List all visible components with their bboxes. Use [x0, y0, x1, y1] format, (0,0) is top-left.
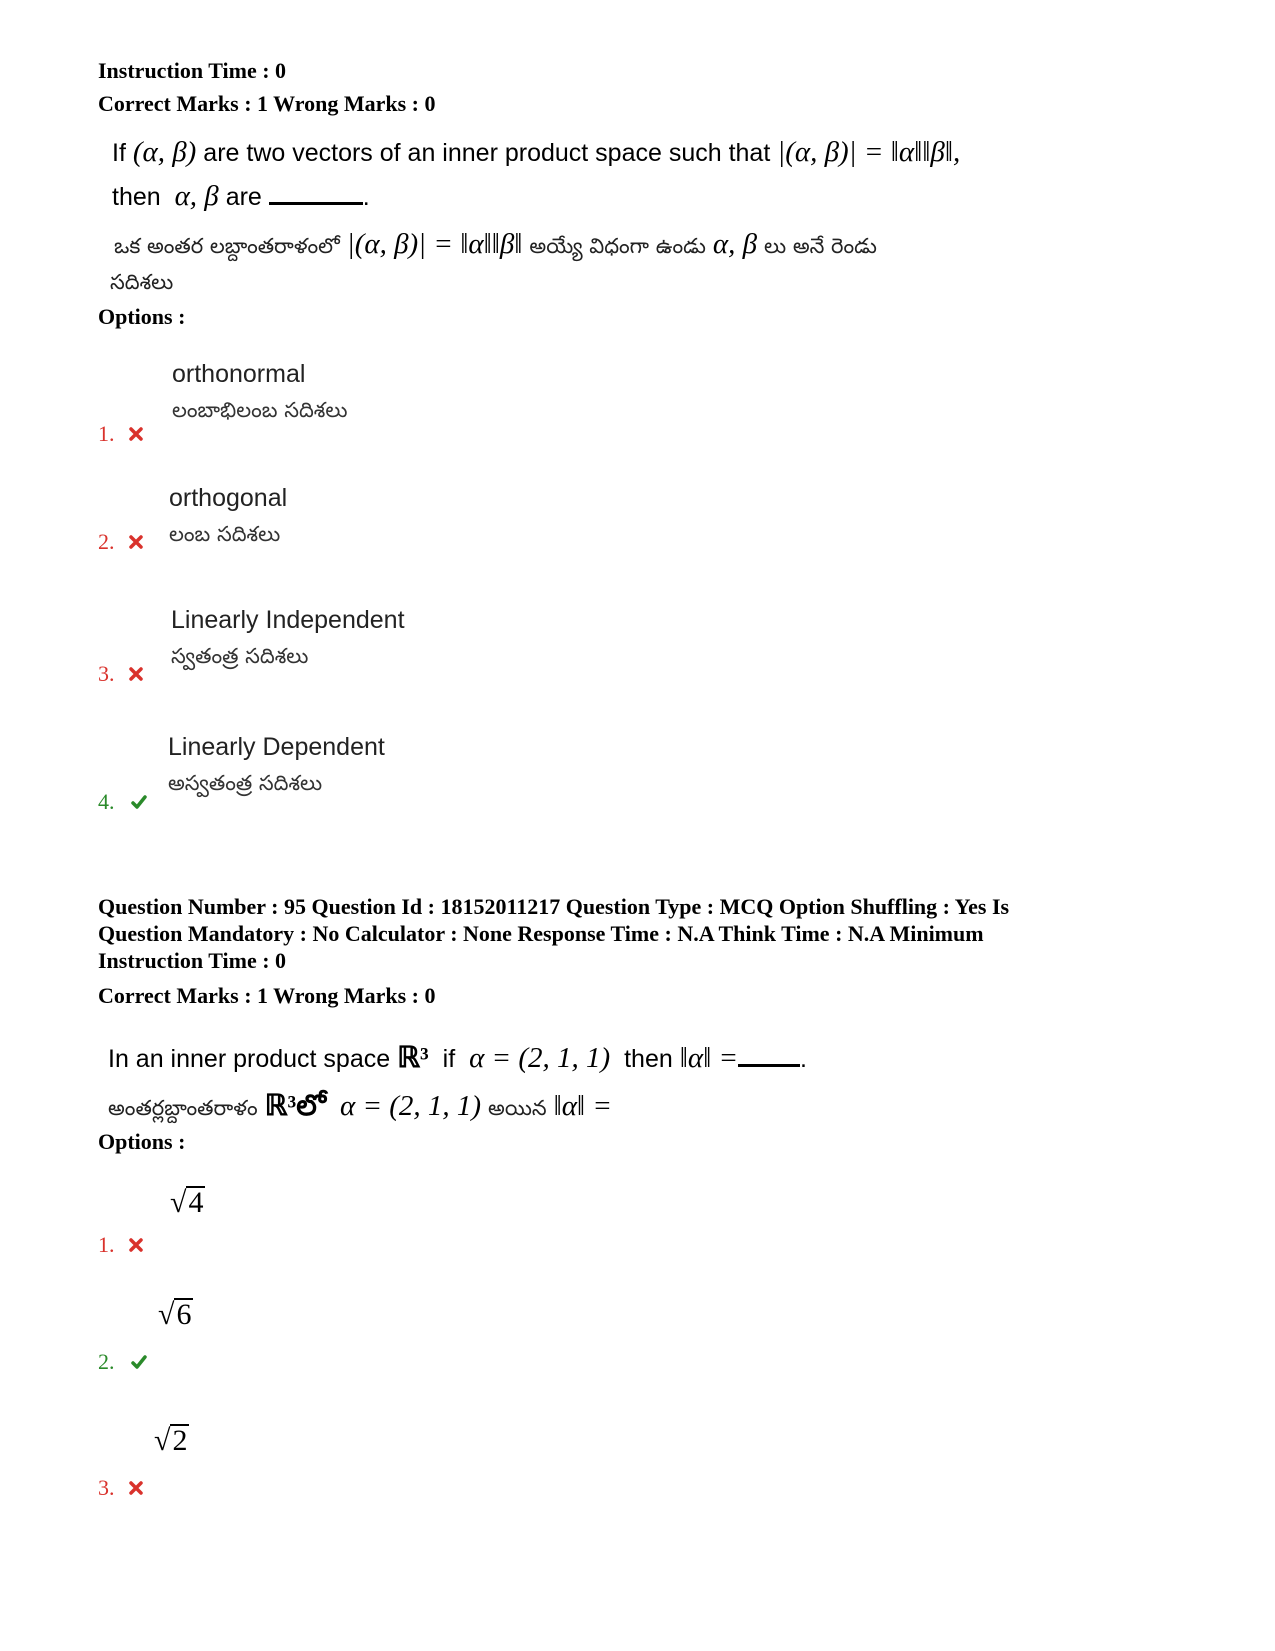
cross-icon [128, 534, 144, 550]
option-formula: √4 [170, 1186, 204, 1219]
option-number: 1. [98, 1232, 144, 1258]
cross-icon [128, 426, 144, 442]
question-text-en: If (α, β) are two vectors of an inner product space such that |(α, β)| = ‖α‖‖β‖, [112, 136, 961, 168]
answer-blank [738, 1046, 800, 1067]
option-number: 3. [98, 1475, 144, 1501]
cross-icon [128, 1480, 144, 1496]
marks-line: Correct Marks : 1 Wrong Marks : 0 [98, 983, 436, 1008]
answer-blank [269, 184, 363, 205]
option-number: 1. [98, 421, 144, 447]
option-text-en: Linearly Dependent [168, 733, 385, 761]
option-text-te: స్వతంత్ర సదిశలు [171, 644, 309, 668]
option-text-en: Linearly Independent [171, 606, 405, 634]
option-number: 2. [98, 529, 144, 555]
cross-icon [128, 666, 144, 682]
option-text-en: orthogonal [169, 484, 288, 512]
question-text-te: ఒక అంతర లబ్దాంతరాళంలో |(α, β)| = ‖α‖‖β‖ అయ్యే విధంగా ఉండు α, β లు అనే రెండు [114, 228, 877, 260]
question-text-en: In an inner product space ℝ³ if α = (2, 1, 1) then ‖α‖ = . [108, 1042, 807, 1074]
option-number: 4. [98, 789, 150, 815]
question-text-en-line2: then α, β are . [112, 180, 370, 212]
question-text-te-line2: సదిశలు [110, 270, 174, 294]
option-formula: √2 [154, 1424, 188, 1457]
option-number: 3. [98, 661, 144, 687]
cross-icon [128, 1237, 144, 1253]
question-header-line2: Question Mandatory : No Calculator : None Response Time : N.A Think Time : N.A Minimum [98, 921, 984, 946]
option-number: 2. [98, 1349, 150, 1375]
check-icon [128, 1354, 150, 1370]
option-text-te: అస్వతంత్ర సదిశలు [168, 771, 323, 795]
instruction-time: Instruction Time : 0 [98, 58, 287, 83]
question-header-line1: Question Number : 95 Question Id : 18152011217 Question Type : MCQ Option Shuffling : Yes Is [98, 894, 1010, 919]
option-text-te: లంబ సదిశలు [169, 522, 281, 546]
option-text-te: లంబాభిలంబ సదిశలు [172, 398, 348, 422]
question-text-te: అంతర్లబ్దాంతరాళం ℝ³లో α = (2, 1, 1) అయిన ‖α‖ = [108, 1090, 612, 1122]
instruction-time: Instruction Time : 0 [98, 948, 287, 973]
check-icon [128, 794, 150, 810]
option-text-en: orthonormal [172, 360, 306, 388]
option-formula: √6 [158, 1298, 192, 1331]
options-label: Options : [98, 304, 186, 329]
marks-line: Correct Marks : 1 Wrong Marks : 0 [98, 91, 436, 116]
options-label: Options : [98, 1129, 186, 1154]
